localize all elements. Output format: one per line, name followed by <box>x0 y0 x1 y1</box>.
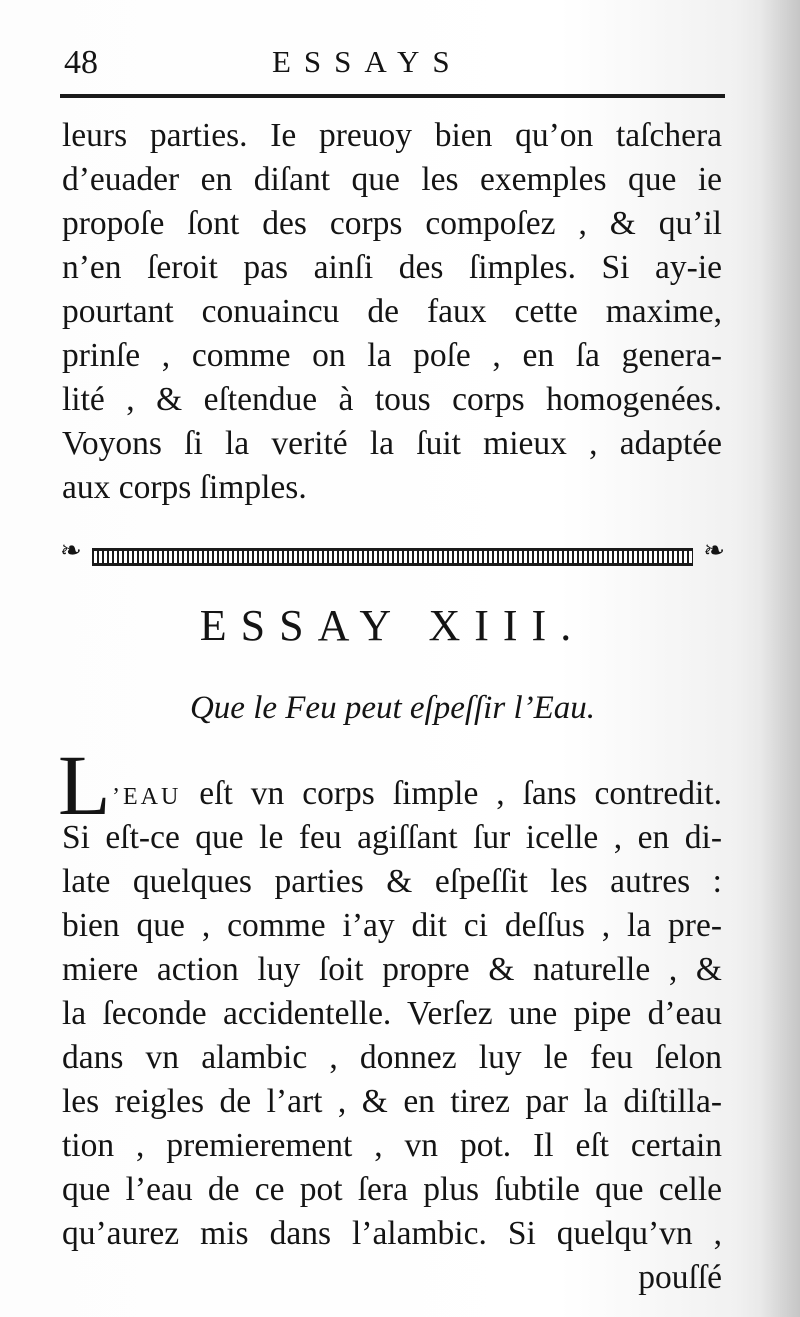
text-line: lité , & eſtendue à tous corps homogenées. <box>62 381 722 418</box>
text-line: que l’eau de ce pot ſera plus ſubtile que celle <box>62 1171 722 1208</box>
text-line: late quelques parties & eſpeſſit les autres : <box>62 863 722 900</box>
page-number: 48 <box>64 44 98 81</box>
fleuron-icon: ❧ <box>703 536 725 565</box>
text-line: les reigles de l’art , & en tirez par la diſtilla- <box>62 1083 722 1120</box>
text-line: propoſe ſont des corps compoſez , & qu’il <box>62 205 722 242</box>
running-head <box>60 38 725 88</box>
text-line: qu’aurez mis dans l’alambic. Si quelqu’vn , <box>62 1215 722 1252</box>
text-line: bien que , comme i’ay dit ci deſſus , la pre- <box>62 907 722 944</box>
ornament-bar <box>92 548 693 566</box>
text-line: miere action luy ſoit propre & naturelle , & <box>62 951 722 988</box>
text-line: Si eſt-ce que le feu agiſſant ſur icelle , en di- <box>62 819 722 856</box>
text-line: d’euader en diſant que les exemples que ie <box>62 161 722 198</box>
text-line: la ſeconde accidentelle. Verſez une pipe d’eau <box>62 995 722 1032</box>
text-line: Voyons ſi la verité la ſuit mieux , adaptée <box>62 425 722 462</box>
text-line: prinſe , comme on la poſe , en ſa genera- <box>62 337 722 374</box>
running-title: ESSAYS <box>272 44 463 79</box>
text-line: aux corps ſimples. <box>62 469 307 506</box>
text-line: tion , premierement , vn pot. Il eſt certain <box>62 1127 722 1164</box>
text-line: dans vn alambic , donnez luy le feu ſelon <box>62 1039 722 1076</box>
fleuron-icon: ❧ <box>60 536 82 565</box>
essay-subtitle: Que le Feu peut eſpeſſir l’Eau. <box>189 690 596 726</box>
drop-cap: L <box>58 737 111 833</box>
page-edge-shadow <box>760 0 800 1317</box>
essay-first-line <box>112 772 722 819</box>
first-word-smallcaps: ’EAU <box>112 784 182 810</box>
catchword: pouſſé <box>638 1259 722 1296</box>
text-line: leurs parties. Ie preuoy bien qu’on taſchera <box>62 117 722 154</box>
decorative-rule <box>60 536 725 568</box>
text-line: pourtant conuaincu de faux cette maxime, <box>62 293 722 330</box>
text-line: n’en ſeroit pas ainſi des ſimples. Si ay-ie <box>62 249 722 286</box>
header-rule <box>60 94 725 98</box>
first-line-text: eſt vn corps ſimple , ſans contredit. <box>199 775 722 812</box>
essay-heading: ESSAY XIII. <box>199 601 586 650</box>
